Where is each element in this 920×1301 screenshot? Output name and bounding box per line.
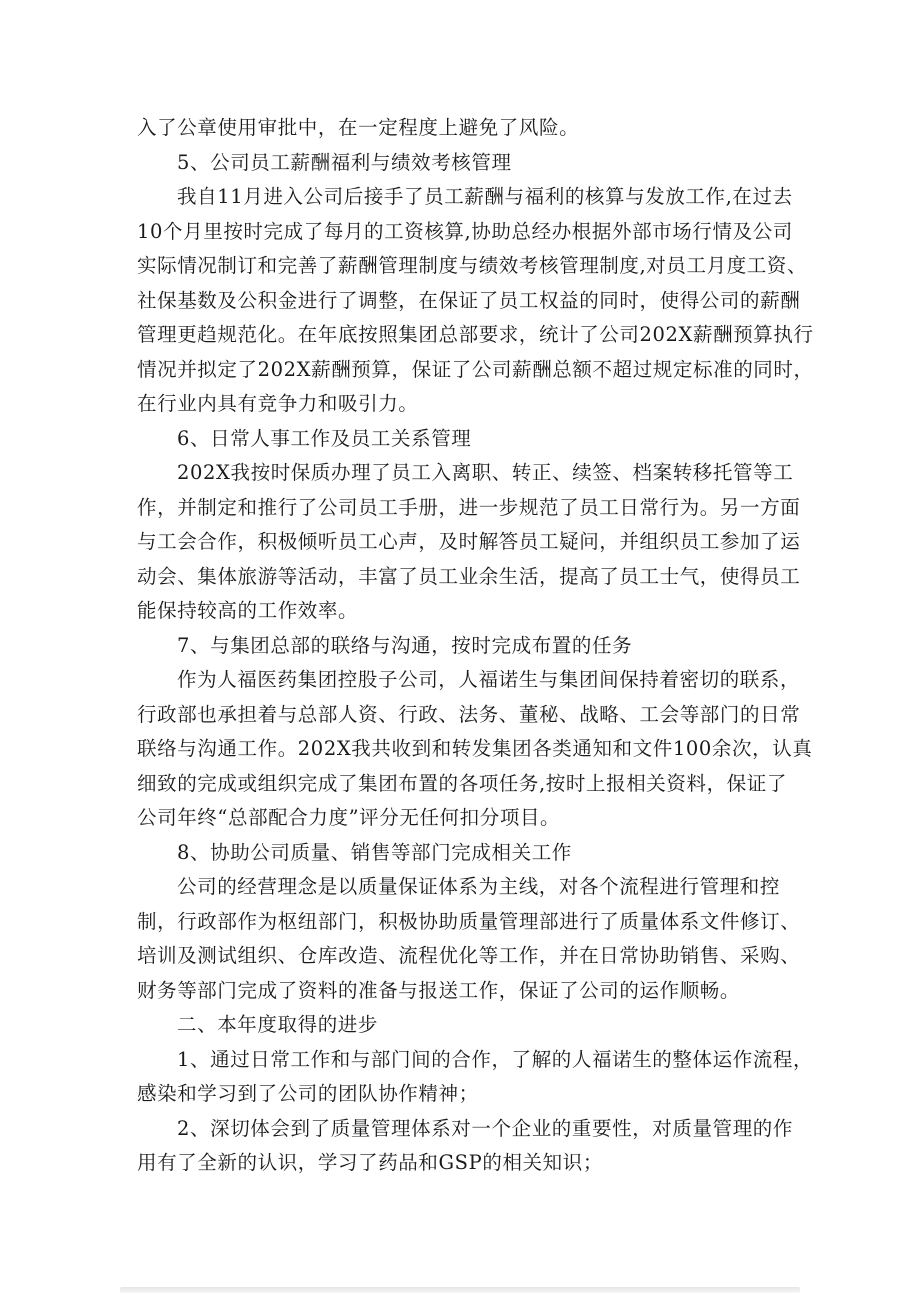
paragraph-line: 202X我按时保质办理了员工入离职、转正、续签、档案转移托管等工 (177, 461, 794, 484)
paragraph-line: 动会、集体旅游等活动，丰富了员工业余生活，提高了员工士气，使得员工 (137, 564, 801, 588)
paragraph-line: 我自11月进入公司后接手了员工薪酬与福利的核算与发放工作,在过去 (177, 185, 793, 208)
paragraph-line: 培训及测试组织、仓库改造、流程优化等工作，并在日常协助销售、采购、 (137, 944, 801, 967)
page-bottom-edge (120, 1287, 800, 1293)
paragraph-line: 行政部也承担着与总部人资、行政、法务、董秘、战略、工会等部门的日常 (137, 702, 801, 726)
paragraph-line: 与工会合作，积极倾听员工心声，及时解答员工疑问，并组织员工参加了运 (137, 530, 801, 553)
section-heading-8: 8、协助公司质量、销售等部门完成相关工作 (177, 840, 572, 864)
paragraph-line: 管理更趋规范化。在年底按照集团总部要求，统计了公司202X薪酬预算执行 (137, 323, 814, 346)
paragraph-line: 制，行政部作为枢纽部门，积极协助质量管理部进行了质量体系文件修订、 (137, 909, 801, 933)
section-heading-progress: 二、本年度取得的进步 (177, 1013, 379, 1036)
section-heading-5: 5、公司员工薪酬福利与绩效考核管理 (177, 150, 512, 174)
paragraph-line: 财务等部门完成了资料的准备与报送工作，保证了公司的运作顺畅。 (137, 978, 741, 1002)
list-item-continuation: 用有了全新的认识，学习了药品和GSP的相关知识； (137, 1151, 603, 1174)
document-body (137, 111, 814, 1181)
paragraph-line: 公司的经营理念是以质量保证体系为主线，对各个流程进行管理和控 (177, 875, 781, 898)
list-item: 2、深切体会到了质量管理体系对一个企业的重要性，对质量管理的作 (177, 1116, 794, 1140)
section-heading-6: 6、日常人事工作及员工关系管理 (177, 426, 472, 450)
paragraph-line: 情况并拟定了202X薪酬预算，保证了公司薪酬总额不超过规定标准的同时， (137, 357, 814, 381)
paragraph-line: 在行业内具有竞争力和吸引力。 (137, 392, 419, 415)
paragraph-line: 细致的完成或组织完成了集团布置的各项任务,按时上报相关资料，保证了 (137, 771, 787, 795)
section-heading-7: 7、与集团总部的联络与沟通，按时完成布置的任务 (177, 633, 633, 657)
paragraph-line: 实际情况制订和完善了薪酬管理制度与绩效考核管理制度,对员工月度工资、 (137, 254, 808, 277)
paragraph-line: 联络与沟通工作。202X我共收到和转发集团各类通知和文件100余次，认真 (137, 737, 813, 760)
paragraph-line: 作为人福医药集团控股子公司，人福诺生与集团间保持着密切的联系， (177, 668, 801, 691)
list-item-continuation: 感染和学习到了公司的团队协作精神； (137, 1082, 479, 1105)
list-item: 1、通过日常工作和与部门间的合作，了解的人福诺生的整体运作流程， (177, 1047, 814, 1071)
paragraph-line: 社保基数及公积金进行了调整，在保证了员工权益的同时，使得公司的薪酬 (137, 288, 801, 312)
text-line: 入了公章使用审批中，在一定程度上避免了风险。 (137, 116, 580, 139)
paragraph-line: 能保持较高的工作效率。 (137, 599, 359, 622)
paragraph-line: 作，并制定和推行了公司员工手册，进一步规范了员工日常行为。另一方面 (137, 495, 801, 519)
paragraph-line: 公司年终“总部配合力度”评分无任何扣分项目。 (137, 806, 561, 829)
paragraph-line: 10个月里按时完成了每月的工资核算,协助总经办根据外部市场行情及公司 (137, 219, 793, 243)
